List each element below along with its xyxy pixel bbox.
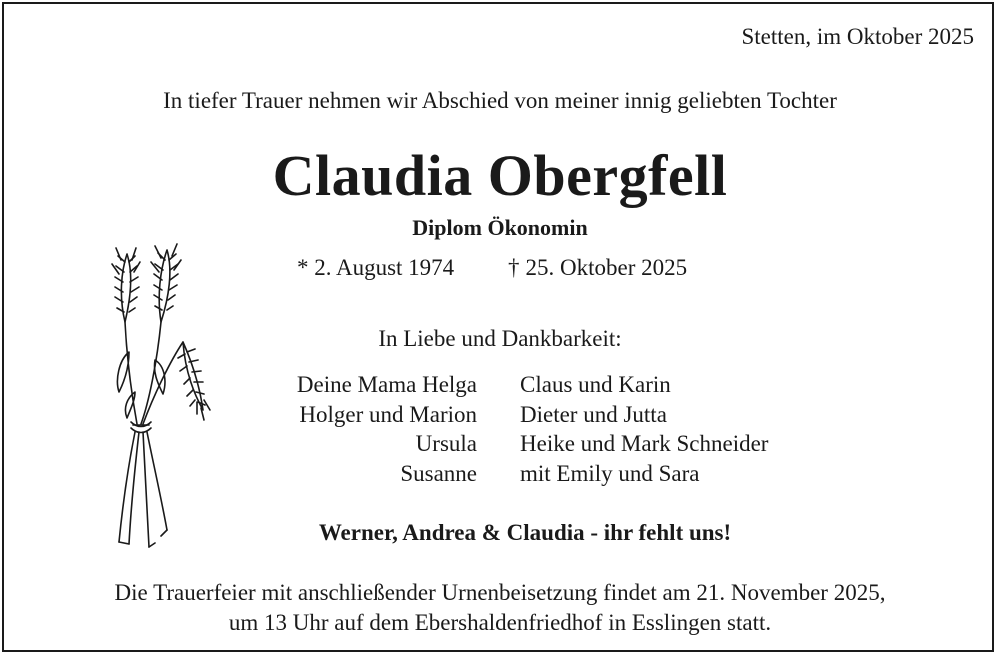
mourner-name: Heike und Mark Schneider bbox=[520, 431, 769, 456]
birth-date: * 2. August 1974 bbox=[297, 255, 455, 280]
mourner-name: Deine Mama Helga bbox=[296, 372, 477, 397]
thanks-heading: In Liebe und Dankbarkeit: bbox=[378, 326, 622, 351]
mourner-name: Ursula bbox=[415, 431, 477, 456]
service-info bbox=[0, 578, 1000, 638]
siblings-line: Werner, Andrea & Claudia - ihr fehlt uns! bbox=[318, 520, 732, 545]
wheat-bundle-icon bbox=[105, 242, 220, 552]
death-date-group bbox=[508, 255, 687, 281]
mourner-name: Claus und Karin bbox=[520, 372, 671, 397]
wheat-ear-right bbox=[178, 342, 210, 420]
wheat-ear-middle bbox=[151, 244, 181, 322]
cross-icon: † bbox=[508, 255, 520, 280]
mourner-name: Dieter und Jutta bbox=[520, 401, 667, 427]
deceased-title: Diplom Ökonomin bbox=[412, 215, 588, 240]
service-line: um 13 Uhr auf dem Ebershaldenfriedhof in Esslingen statt. bbox=[228, 610, 772, 635]
mourner-name: Holger und Marion bbox=[299, 401, 477, 427]
mourner-name: Susanne bbox=[400, 460, 477, 486]
mourners-left-column bbox=[297, 370, 477, 488]
place-date: Stetten, im Oktober 2025 bbox=[741, 24, 974, 49]
service-line: Die Trauerfeier mit anschließender Urnenbeisetzung findet am 21. November 2025, bbox=[114, 580, 886, 605]
deceased-name: Claudia Obergfell bbox=[272, 143, 728, 208]
death-date: 25. Oktober 2025 bbox=[525, 255, 688, 280]
mourner-name: mit Emily und Sara bbox=[520, 460, 700, 486]
wheat-ear-left bbox=[112, 248, 140, 322]
intro-text: In tiefer Trauer nehmen wir Abschied von meiner innig geliebten Tochter bbox=[163, 88, 837, 113]
mourners-right-column bbox=[520, 370, 768, 488]
